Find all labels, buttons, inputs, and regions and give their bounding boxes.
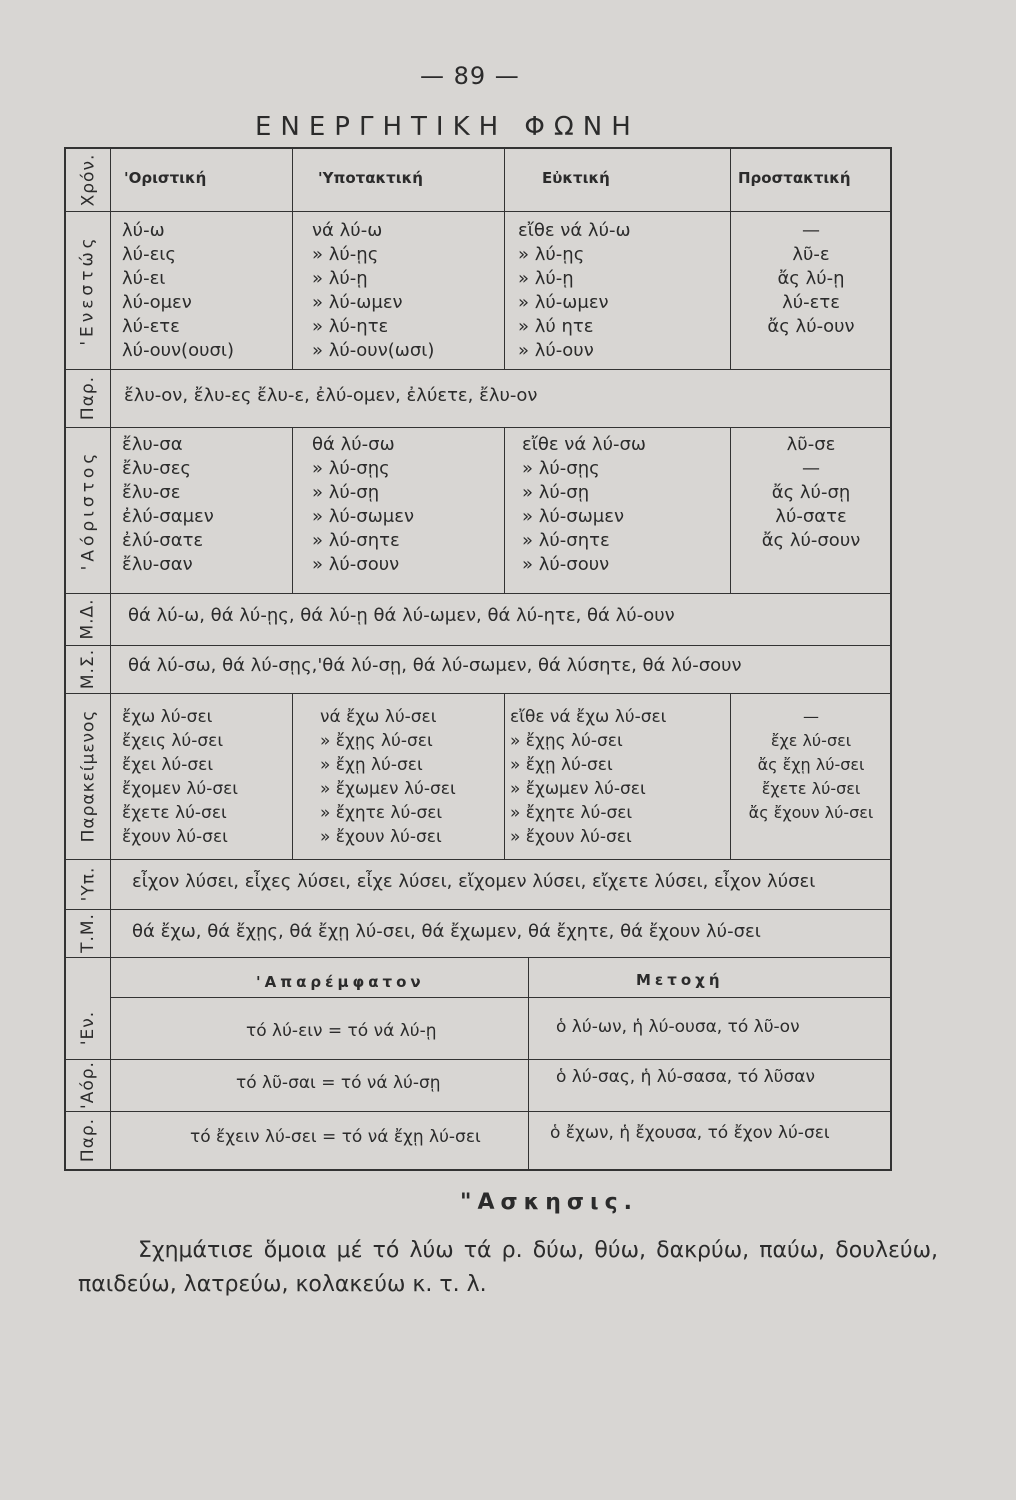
conjugation-table (64, 147, 892, 1171)
future-cont-forms: θά λύ-ω, θά λύ-ῃς, θά λύ-ῃ θά λύ-ωμεν, θά λύ-ητε, θά λύ-ουν (128, 605, 675, 626)
present-subjunctive: νά λύ-ω » λύ-ῃς » λύ-ῃ » λύ-ωμεν » λύ-ητε » λύ-ουν(ωσι) (312, 220, 435, 361)
inf-row-label-perfect: Παρ. (78, 1117, 98, 1163)
future-cont-label: Μ.Δ. (77, 598, 98, 640)
inf-row-label-present: 'Εν. (77, 1010, 98, 1046)
present-label: 'Ενεστώς (78, 234, 99, 346)
participle-perfect: ὁ ἔχων, ἡ ἔχουσα, τό ἔχον λύ-σει (550, 1123, 830, 1143)
perfect-label: Παρακείμενος (78, 709, 99, 843)
future-perfect-label: Τ.Μ. (77, 913, 98, 953)
imperfect-forms: ἔλυ-ον, ἔλυ-ες ἔλυ-ε, ἐλύ-ομεν, ἐλύετε, ἔλυ-ον (124, 385, 538, 406)
header-indicative: 'Οριστική (124, 169, 207, 187)
pluperfect-forms: εἶχον λύσει, εἶχες λύσει, εἶχε λύσει, εἴχομεν λύσει, εἴχετε λύσει, εἶχον λύσει (132, 871, 816, 892)
infinitive-present: τό λύ-ειν = τό νά λύ-ῃ (246, 1021, 437, 1041)
aorist-label: 'Αόριστος (78, 449, 99, 571)
page-number: — 89 — (420, 62, 520, 90)
perfect-optative: εἴθε νά ἔχω λύ-σει » ἔχῃς λύ-σει » ἔχῃ λύ-σει » ἔχωμεν λύ-σει » ἔχητε λύ-σει » ἔχουν λύ-σει (510, 707, 667, 847)
pluperfect-label: 'Υπ. (77, 866, 98, 902)
participle-aorist: ὁ λύ-σας, ἡ λύ-σασα, τό λῦσαν (556, 1067, 815, 1087)
aorist-imperative: λῦ-σε — ἄς λύ-σῃ λύ-σατε ἄς λύ-σουν (761, 434, 861, 551)
infinitive-aorist: τό λῦ-σαι = τό νά λύ-σῃ (236, 1073, 441, 1093)
infinitive-perfect: τό ἔχειν λύ-σει = τό νά ἔχῃ λύ-σει (190, 1127, 481, 1147)
present-indicative: λύ-ω λύ-εις λύ-ει λύ-ομεν λύ-ετε λύ-ουν(ουσι) (122, 220, 235, 361)
infinitive-header: 'Απαρέμφατον (256, 973, 425, 991)
future-simple-forms: θά λύ-σω, θά λύ-σῃς,'θά λύ-σῃ, θά λύ-σωμεν, θά λύσητε, θά λύ-σουν (128, 655, 742, 676)
aorist-subjunctive: θά λύ-σω » λύ-σῃς » λύ-σῃ » λύ-σωμεν » λύ-σητε » λύ-σουν (312, 434, 415, 575)
present-optative: εἴθε νά λύ-ω » λύ-ῃς » λύ-ῃ » λύ-ωμεν » λύ ητε » λύ-ουν (518, 220, 631, 361)
imperfect-label: Παρ. (78, 375, 98, 421)
exercise-text: Σχημάτισε ὅμοια μέ τό λύω τά ρ. δύω, θύω, δακρύω, παύω, δουλεύω, παιδεύω, λατρεύω, κολακεύω κ. τ. λ. (78, 1238, 938, 1297)
tense-column-label: Χρόν. (78, 153, 98, 207)
aorist-optative: εἴθε νά λύ-σω » λύ-σῃς » λύ-σῃ » λύ-σωμεν » λύ-σητε » λύ-σουν (522, 434, 646, 575)
present-imperative: — λῦ-ε ἄς λύ-ῃ λύ-ετε ἄς λύ-ουν (767, 220, 855, 337)
header-subjunctive: 'Υποτακτική (318, 169, 423, 187)
aorist-indicative: ἔλυ-σα ἔλυ-σες ἔλυ-σε ἐλύ-σαμεν ἐλύ-σατε ἔλυ-σαν (122, 434, 214, 575)
inf-row-label-aorist: 'Αόρ. (78, 1061, 98, 1109)
header-imperative: Προστακτική (738, 169, 851, 187)
perfect-subjunctive: νά ἔχω λύ-σει » ἔχῃς λύ-σει » ἔχῃ λύ-σει » ἔχωμεν λύ-σει » ἔχητε λύ-σει » ἔχουν λύ-σει (320, 707, 456, 847)
exercise-title: "Ασκησις. (460, 1190, 639, 1215)
perfect-imperative: — ἔχε λύ-σει ἄς ἔχῃ λύ-σει ἔχετε λύ-σει ἄς ἔχουν λύ-σει (748, 707, 874, 822)
future-simple-label: Μ.Σ. (78, 648, 98, 690)
future-perfect-forms: θά ἔχω, θά ἔχῃς, θά ἔχῃ λύ-σει, θά ἔχωμεν, θά ἔχητε, θά ἔχουν λύ-σει (132, 921, 761, 942)
participle-present: ὁ λύ-ων, ἡ λύ-ουσα, τό λῦ-ον (556, 1017, 800, 1037)
header-optative: Εὐκτική (542, 169, 610, 187)
perfect-indicative: ἔχω λύ-σει ἔχεις λύ-σει ἔχει λύ-σει ἔχομεν λύ-σει ἔχετε λύ-σει ἔχουν λύ-σει (122, 707, 239, 847)
participle-header: Μετοχή (636, 971, 724, 989)
page-title: ΕΝΕΡΓΗΤΙΚΗ ΦΩΝΗ (255, 112, 640, 142)
